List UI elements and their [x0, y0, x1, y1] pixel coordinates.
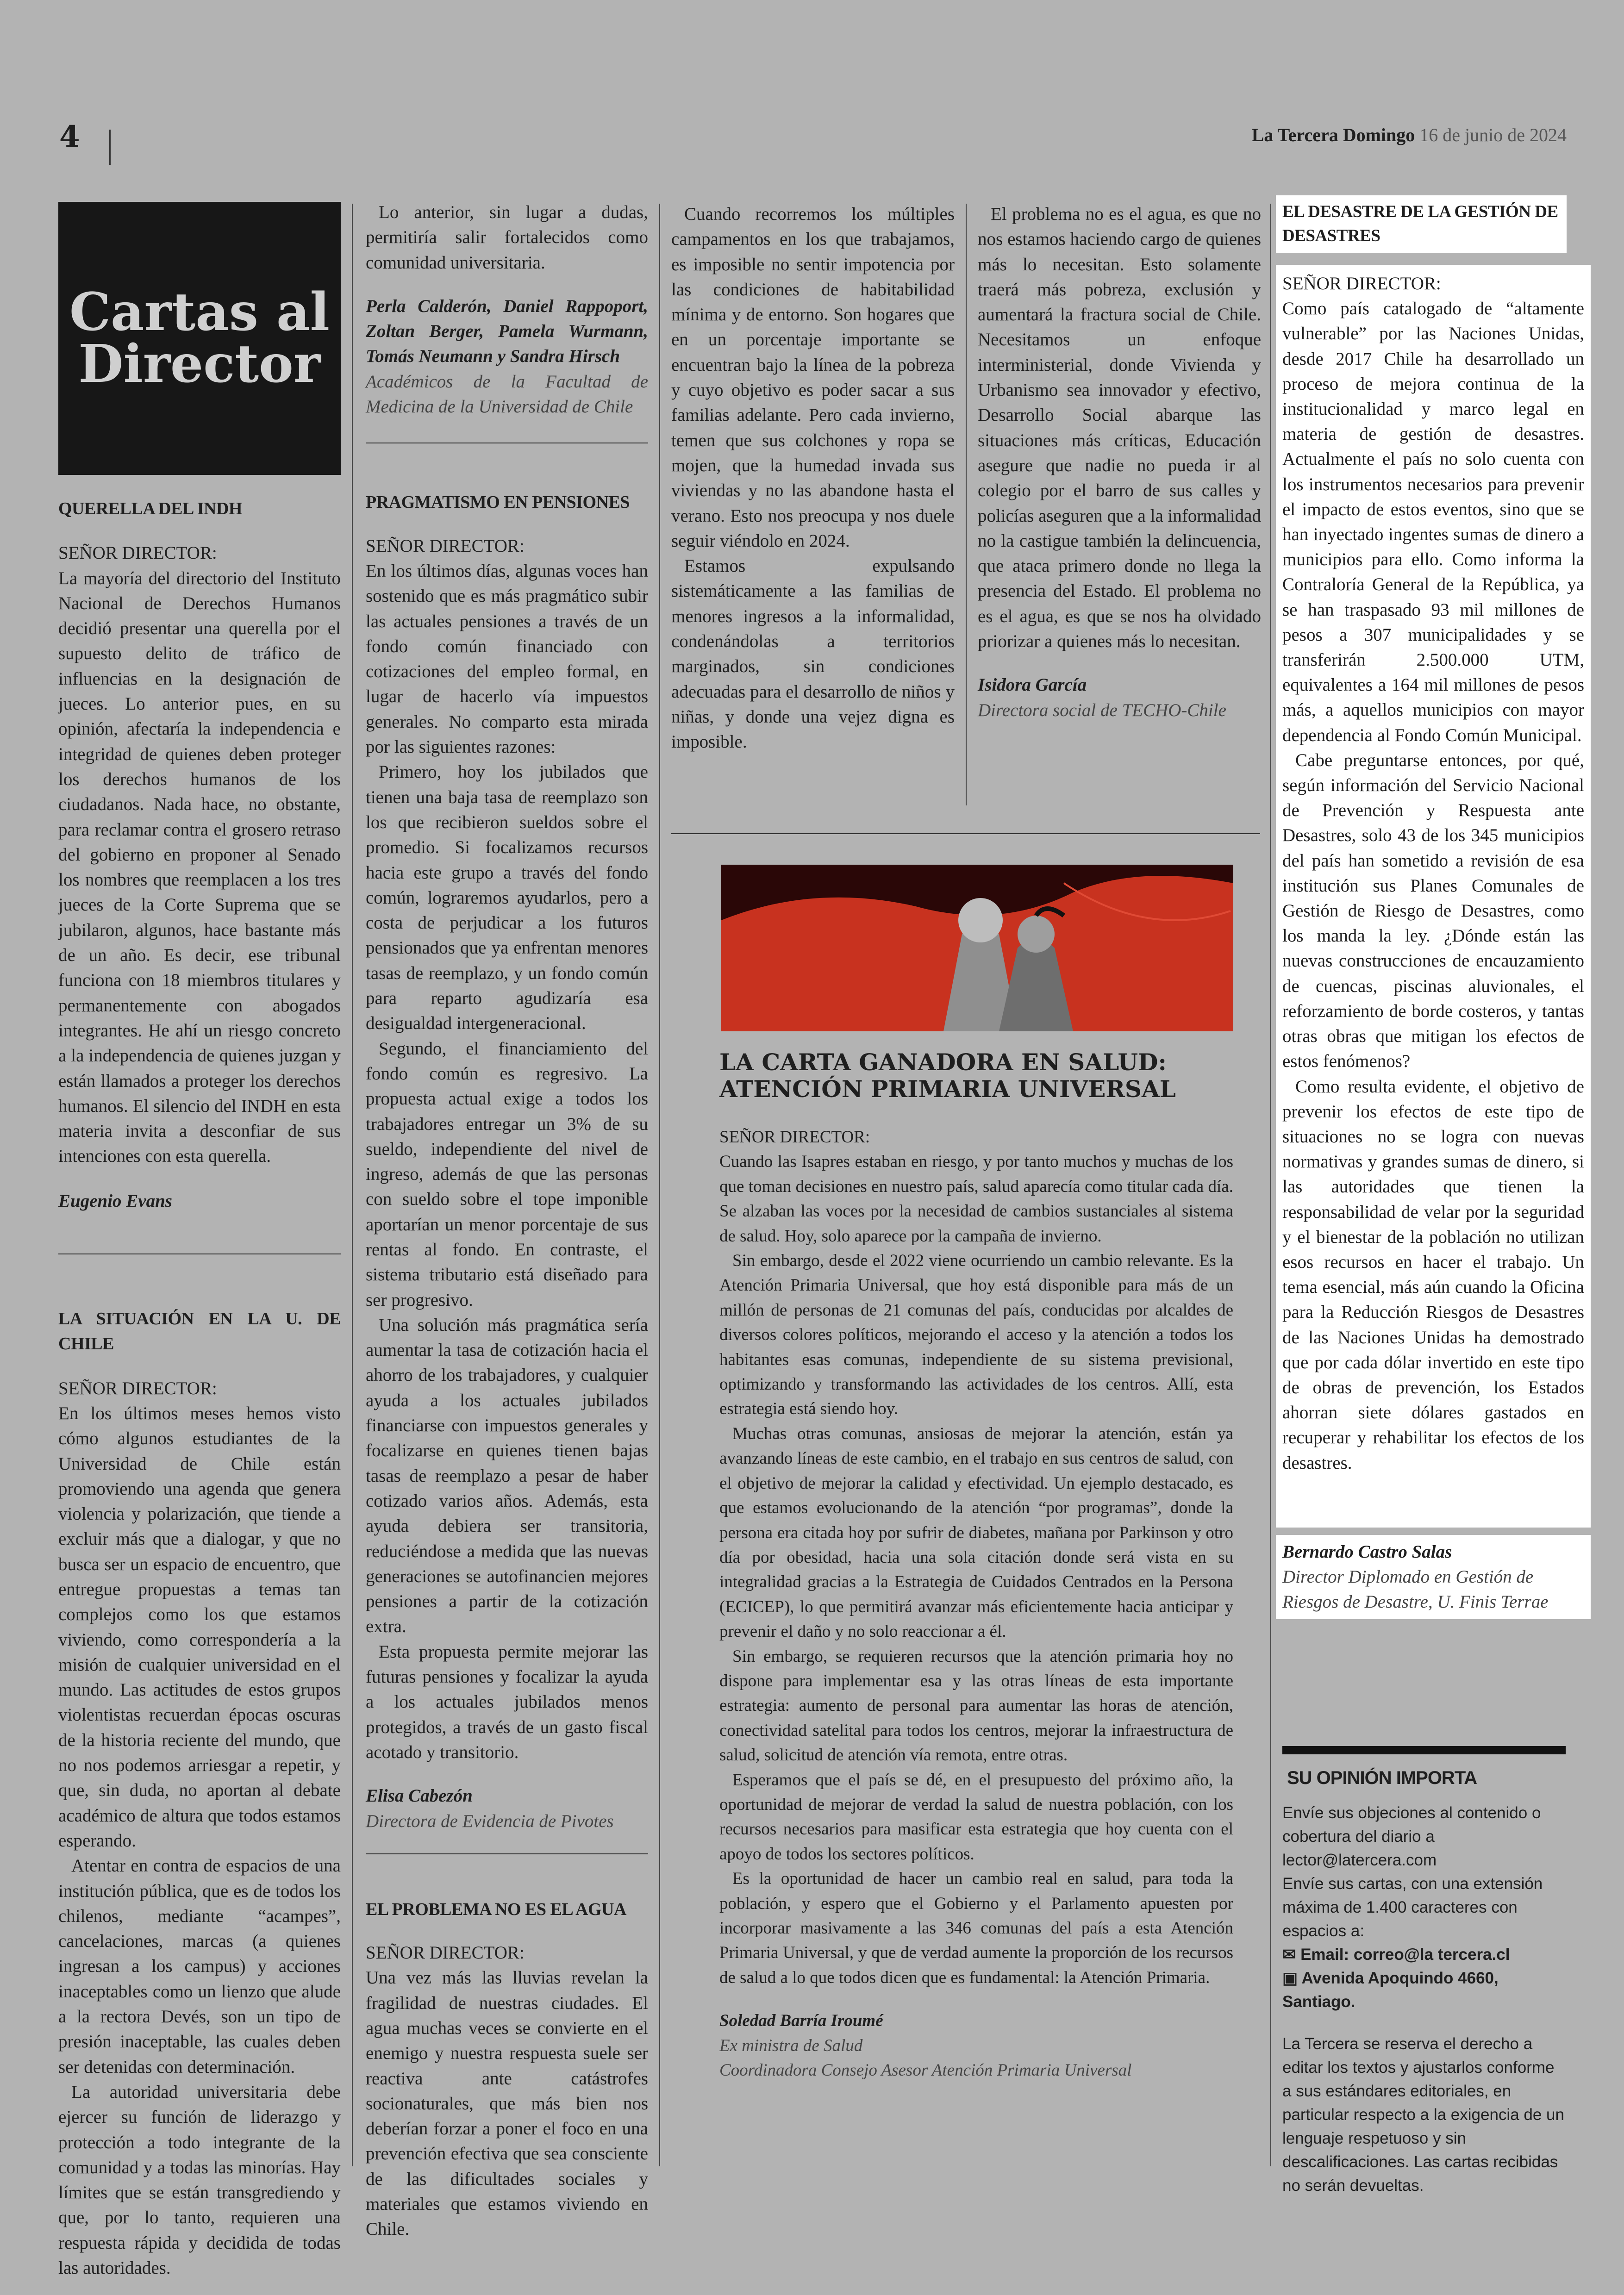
- opinion-email-line: [1282, 1943, 1566, 1966]
- letter-signature: Isidora García: [978, 675, 1087, 695]
- column-2: [366, 202, 648, 2242]
- paper-name: La Tercera Domingo: [1251, 125, 1415, 145]
- letter-signature: Bernardo Castro Salas: [1282, 1542, 1452, 1562]
- column-divider: [1270, 204, 1271, 2166]
- winning-letter: [719, 1049, 1233, 2083]
- envelope-icon: ✉: [1282, 1946, 1301, 1964]
- opinion-email: Email: correo@la tercera.cl: [1300, 1946, 1510, 1964]
- issue-date: 16 de junio de 2024: [1419, 125, 1567, 145]
- column-3: [671, 202, 955, 755]
- letter-paragraph: Como resulta evidente, el objetivo de prevenir los efectos de este tipo de situaciones no se logra con nuevas normativas y grandes sumas de dinero, si las autoridades que tienen la responsabilidad de velar por la seguridad y el bienestar de la población no utilizan esos recursos en hacer el trabajo. Un tema esencial, más aún cuando la Oficina para la Reducción Riesgos de Desastres de las Naciones Unidas ha demostrado que por cada dólar invertido en este tipo de obras de prevención, los Estados ahorran siete dólares gastados en recuperar y rehabilitar los efectos de los desastres.: [1282, 1076, 1584, 1473]
- opinion-box: [1282, 1766, 1566, 2197]
- letter-salutation: SEÑOR DIRECTOR:: [366, 536, 525, 556]
- column-divider: [352, 204, 353, 2166]
- mailbox-icon: ▣: [1282, 1969, 1302, 1987]
- letter-paragraph: Esperamos que el país se dé, en el presupuesto del próximo año, la oportunidad de mejorar de verdad la salud de nuestra población, con los recursos necesarios para masificar esta estrategia que hoy cuenta con el apoyo de todos los sectores políticos.: [719, 1770, 1233, 1864]
- letter-paragraph: Una vez más las lluvias revelan la fragilidad de nuestras ciudades. El agua muchas veces se convierte en el enemigo y nuestra respuesta suele ser reactiva ante catástrofes socionaturales, que más bien nos deberían forzar a poner el foco en una prevención efectiva que sea consciente de las dificultades sociales y materiales que estamos viviendo en Chile.: [366, 1968, 648, 2239]
- letter-paragraph: Lo anterior, sin lugar a dudas, permitiría salir fortalecidos como comunidad universitaria.: [366, 202, 648, 273]
- opinion-box-rule: [1282, 1746, 1566, 1754]
- letter-body: La mayoría del directorio del Instituto Nacional de Derechos Humanos decidió presentar una querella por el supuesto delito de tráfico de influencias en la designación de jueces. Lo anterior pues, en su opinión, afectaría la independencia e integridad de quienes deben proteger los derechos humanos de los ciudadanos. Nada hace, no obstante, para reclamar contra el grosero retraso del gobierno en proponer al Senado los nombres que reemplacen a los tres jueces de la Corte Suprema que se jubilaron, algunos, hace bastante más de un año. Es decir, ese tribunal funciona con 18 miembros titulares y permanentemente con abogados integrantes. He ahí un riesgo concreto a la independencia de quienes juzgan y están llamados a proteger los derechos humanos. El silencio del INDH en esta materia invita a desconfiar de sus intenciones con esta querella.: [58, 568, 341, 1166]
- letter-title: LA SITUACIÓN EN LA U. DE CHILE: [58, 1309, 341, 1354]
- letter-title-box: [1276, 195, 1567, 253]
- masthead: [1252, 124, 1567, 146]
- opinion-text: Envíe sus objeciones al contenido o cobertura del diario a lector@latercera.com: [1282, 1804, 1541, 1869]
- winner-title-line-2: ATENCIÓN PRIMARIA UNIVERSAL: [719, 1075, 1176, 1103]
- opinion-text: Envíe sus cartas, con una extensión máxima de 1.400 caracteres con espacios a:: [1282, 1875, 1543, 1940]
- letter-paragraph: Muchas otras comunas, ansiosas de mejorar la atención, están ya avanzando líneas de este cambio, en el trabajo en sus centros de salud, con el objetivo de mejorar la calidad y efectividad. Un ejemplo destacado, es que estamos evolucionando de la atención “por programas”, donde la persona era citada hoy por sufrir de diabetes, mañana por Parkinson y otro día por obesidad, hacia una sola citación donde será vista en su integralidad gracias a la Estrategia de Cuidados Centrados en la Persona (ECICEP), lo que permitirá avanzar más eficientemente hacia anticipar y prevenir el daño y no solo reaccionar a él.: [719, 1424, 1233, 1641]
- winner-title-line-1: LA CARTA GANADORA EN SALUD:: [719, 1048, 1167, 1076]
- letter-paragraph: Cabe preguntarse entonces, por qué, según información del Servicio Nacional de Prevención y Respuesta ante Desastres, solo 43 de los 345 municipios del país han sometido a revisión de esa institución sus Planes Comunales de Gestión de Riesgo de Desastres, como los manda la ley. ¿Dónde están las nuevas construcciones de encauzamiento de cuencas, piscinas aluvionales, el reforzamiento de borde costeros, y tantas otras obras que mitigan los efectos de estos fenómenos?: [1282, 750, 1584, 1072]
- letter-signer-role: Directora de Evidencia de Pivotes: [366, 1811, 614, 1831]
- letter-paragraph: Una solución más pragmática sería aumentar la tasa de cotización hacia el ahorro de los trabajadores, y cualquier ayuda a los actuales jubilados financiarse con impuestos generales y focalizarse en quienes tienen bajas tasas de reemplazo a pesar de haber cotizado varios años. Además, esta ayuda debiera ser transitoria, reduciéndose a medida que las nuevas generaciones se autofinancien mejores pensiones a partir de la cotización extra.: [366, 1315, 648, 1637]
- letter-paragraph: Estamos expulsando sistemáticamente a las familias de menores ingresos a la informalidad, condenándolas a territorios marginados, sin condiciones adecuadas para el desarrollo de niños y niñas, y donde una vejez digna es imposible.: [671, 556, 955, 752]
- opinion-address: Avenida Apoquindo 4660, Santiago.: [1282, 1969, 1499, 2011]
- letter-salutation: SEÑOR DIRECTOR:: [58, 543, 217, 563]
- letter-paragraph: Cuando recorremos los múltiples campamentos en los que trabajamos, es imposible no sentir impotencia por las condiciones de habitabilidad mínima y de entorno. Son hogares que en un porcentaje importante se encuentran bajo la línea de la pobreza y cuyo objetivo es poder sacar a sus familias adelante. Pero cada invierno, temen que sus colchones y ropa se mojen, que la humedad invada sus viviendas y no las abandone hasta el verano. Esto nos preocupa y nos duele seguir viéndolo en 2024.: [671, 204, 955, 551]
- page-number: 4: [59, 119, 80, 154]
- health-illustration: [721, 865, 1233, 1031]
- letter-salutation: SEÑOR DIRECTOR:: [366, 1943, 525, 1963]
- letter-title: PRAGMATISMO EN PENSIONES: [366, 493, 630, 512]
- letter-signature: Perla Calderón, Daniel Rappoport, Zoltan Berger, Pamela Wurmann, Tomás Neumann y Sandra Hirsch: [366, 296, 648, 367]
- logo-line-2: Director: [78, 334, 321, 394]
- letter-paragraph: Primero, hoy los jubilados que tienen una baja tasa de reemplazo son los que recibieron sueldos sobre el promedio. Si focalizamos recursos hacia este grupo a través del fondo común, lograremos ayudarlos, pero a costa de perjudicar a los futuros pensionados que ya enfrentan menores tasas de reemplazo, y un fondo común para reparto agudizaría esa desigualdad intergeneracional.: [366, 762, 648, 1034]
- column-divider: [966, 204, 967, 805]
- letter-paragraph: Es la oportunidad de hacer un cambio real en salud, para toda la población, y espero que el Gobierno y el Parlamento apuesten por incorporar masivamente a las 346 comunas del país a esta Atención Primaria Universal, y que de verdad aumente la proporción de los recursos de salud a lo que todos dicen que es fundamental: la Atención Primaria.: [719, 1869, 1233, 1987]
- letter-signer-role: Académicos de la Facultad de Medicina de la Universidad de Chile: [366, 371, 648, 417]
- letter-paragraph: Cuando las Isapres estaban en riesgo, y por tanto muchos y muchas de los que toman decisiones en nuestro país, salud aparecía como titular cada día. Se alzaban las voces por la necesidad de cambios sustanciales al sistema de salud. Hoy, solo aparece por la campaña de invierno.: [719, 1152, 1233, 1246]
- letter-title: QUERELLA DEL INDH: [58, 499, 242, 518]
- letter-body-box: [1276, 265, 1591, 1528]
- letter-salutation: SEÑOR DIRECTOR:: [719, 1128, 870, 1147]
- signature-box: [1276, 1535, 1591, 1619]
- letter-paragraph: El problema no es el agua, es que no nos estamos haciendo cargo de quienes más lo necesitan. Esto solamente traerá más pobreza, exclusión y aumentará la fractura social de Chile. Necesitamos un enfoque interministerial, donde Vivienda y Urbanismo sea innovador y efectivo, Desarrollo Social abarque las situaciones más críticas, Educación asegure que nadie no pueda ir al colegio por el barro de sus calles y policías aseguren que a la informalidad no la castigue también la delincuencia, que ataca primero donde no llega la presencia del Estado. El problema no es el agua, es que se nos ha olvidado priorizar a quienes más lo necesitan.: [978, 204, 1261, 652]
- health-workers-illustration: [721, 865, 1233, 1031]
- letter-signer-role: Ex ministra de Salud: [719, 2036, 863, 2055]
- column-4: [978, 202, 1261, 723]
- letter-signer-role: Coordinadora Consejo Asesor Atención Primaria Universal: [719, 2061, 1132, 2080]
- letter-paragraph: En los últimos meses hemos visto cómo algunos estudiantes de la Universidad de Chile están promoviendo una agenda que genera violencia y polarización, que tiende a excluir más que a dialogar, y que no busca ser un espacio de encuentro, que entregue propuestas a temas tan complejos como los que estamos viviendo, como correspondería a la misión de cualquier universidad en el mundo. Las actitudes de estos grupos violentistas recuerdan épocas oscuras de la historia reciente del mundo, que no nos podemos arriesgar a repetir, y que, sin duda, no aportan al debate académico de altura que todos estamos esperando.: [58, 1403, 341, 1851]
- opinion-disclaimer: La Tercera se reserva el derecho a editar los textos y ajustarlos conforme a sus estándares editoriales, en particular respecto a la exigencia de un lenguaje respetuoso y sin descalificaciones. Las cartas recibidas no serán devueltas.: [1282, 2035, 1564, 2195]
- letter-paragraph: Esta propuesta permite mejorar las futuras pensiones y focalizar la ayuda a los actuales jubilados menos protegidos, a través de un gasto fiscal acotado y transitorio.: [366, 1641, 648, 1762]
- letter-paragraph: En los últimos días, algunas voces han sostenido que es más pragmático subir las actuales pensiones a través de un fondo común financiado con cotizaciones del empleo formal, en lugar de hacerlo vía impuestos generales. No comparto esta mirada por las siguientes razones:: [366, 561, 648, 757]
- letter-title: EL PROBLEMA NO ES EL AGUA: [366, 1899, 626, 1919]
- letter-paragraph: La autoridad universitaria debe ejercer su función de liderazgo y protección a todo integrante de la comunidad y a todas las minorías. Hay límites que se están transgrediendo y que, por lo tanto, requieren una respuesta rápida y decidida de todas las autoridades.: [58, 2082, 341, 2278]
- column-1: [58, 202, 341, 2281]
- letter-paragraph: Sin embargo, se requieren recursos que la atención primaria hoy no dispone para implementar esa y las otras líneas de esta importante estrategia: aumento de personal para aumentar las horas de atención, conectividad satelital para todos los centros, mejorar la infraestructura de salud, solicitud de atención vía remota, entre otras.: [719, 1646, 1233, 1765]
- letter-signature: Eugenio Evans: [58, 1191, 172, 1211]
- opinion-title: SU OPINIÓN IMPORTA: [1287, 1768, 1477, 1788]
- letter-paragraph: Como país catalogado de “altamente vulnerable” por las Naciones Unidas, desde 2017 Chile ha desarrollado un proceso de mejora continua de la institucionalidad y marco legal en materia de gestión de desastres. Actualmente el país no solo cuenta con los instrumentos necesarios para prevenir el impacto de estos eventos, sino que se han inyectado ingentes sumas de dinero a municipios para ello. Como informa la Contraloría General de la República, ya se han traspasado 93 mil millones de pesos a 307 municipalidades y se transferirán 2.500.000 UTM, equivalentes a 164 mil millones de pesos más, a aquellos municipios con mayor dependencia al Fondo Común Municipal.: [1282, 299, 1584, 745]
- letter-signer-role: Directora social de TECHO-Chile: [978, 700, 1226, 720]
- letter-signature: Soledad Barría Iroumé: [719, 2011, 883, 2031]
- letter-signer-role: Director Diplomado en Gestión de Riesgos de Desastre, U. Finis Terrae: [1282, 1567, 1549, 1612]
- logo-line-1: Cartas al: [69, 282, 330, 343]
- column-divider: [659, 204, 660, 2166]
- letter-salutation: SEÑOR DIRECTOR:: [1282, 274, 1441, 293]
- header-divider: [109, 130, 111, 165]
- letter-paragraph: Segundo, el financiamiento del fondo común es regresivo. La propuesta actual exige a todos los trabajadores entregar un 3% de su sueldo, independiente del nivel de ingreso, además de que las personas con sueldo sobre el tope imponible aportarían un menor porcentaje de sus rentas al fondo. En contraste, el sistema tributario está diseñado para ser progresivo.: [366, 1038, 648, 1310]
- opinion-address-line: [1282, 1966, 1566, 2014]
- letter-salutation: SEÑOR DIRECTOR:: [58, 1378, 217, 1398]
- letter-paragraph: Sin embargo, desde el 2022 viene ocurriendo un cambio relevante. Es la Atención Primaria Universal, que hoy está disponible para más de un millón de personas de 21 comunas del país, conducidas por alcaldes de diversos colores políticos, mejorando el acceso y la atención a todos los habitantes esas comunas, independiente de su sistema previsional, optimizando y transformando las actividades de los centros. Allí, esta estrategia está siendo hoy.: [719, 1251, 1233, 1419]
- section-divider: [671, 833, 1260, 834]
- letter-title: EL DESASTRE DE LA GESTIÓN DE DESASTRES: [1282, 202, 1558, 245]
- section-logo: [58, 202, 341, 475]
- letter-paragraph: Atentar en contra de espacios de una institución pública, que es de todos los chilenos, mediante “acampes”, cancelaciones, marcas (a quienes ingresan a los campus) y acciones inaceptables como un lienzo que alude a la rectora Devés, son un tipo de presión inaceptable, las cuales deben ser detenidas con determinación.: [58, 1856, 341, 2077]
- letter-signature: Elisa Cabezón: [366, 1786, 473, 1806]
